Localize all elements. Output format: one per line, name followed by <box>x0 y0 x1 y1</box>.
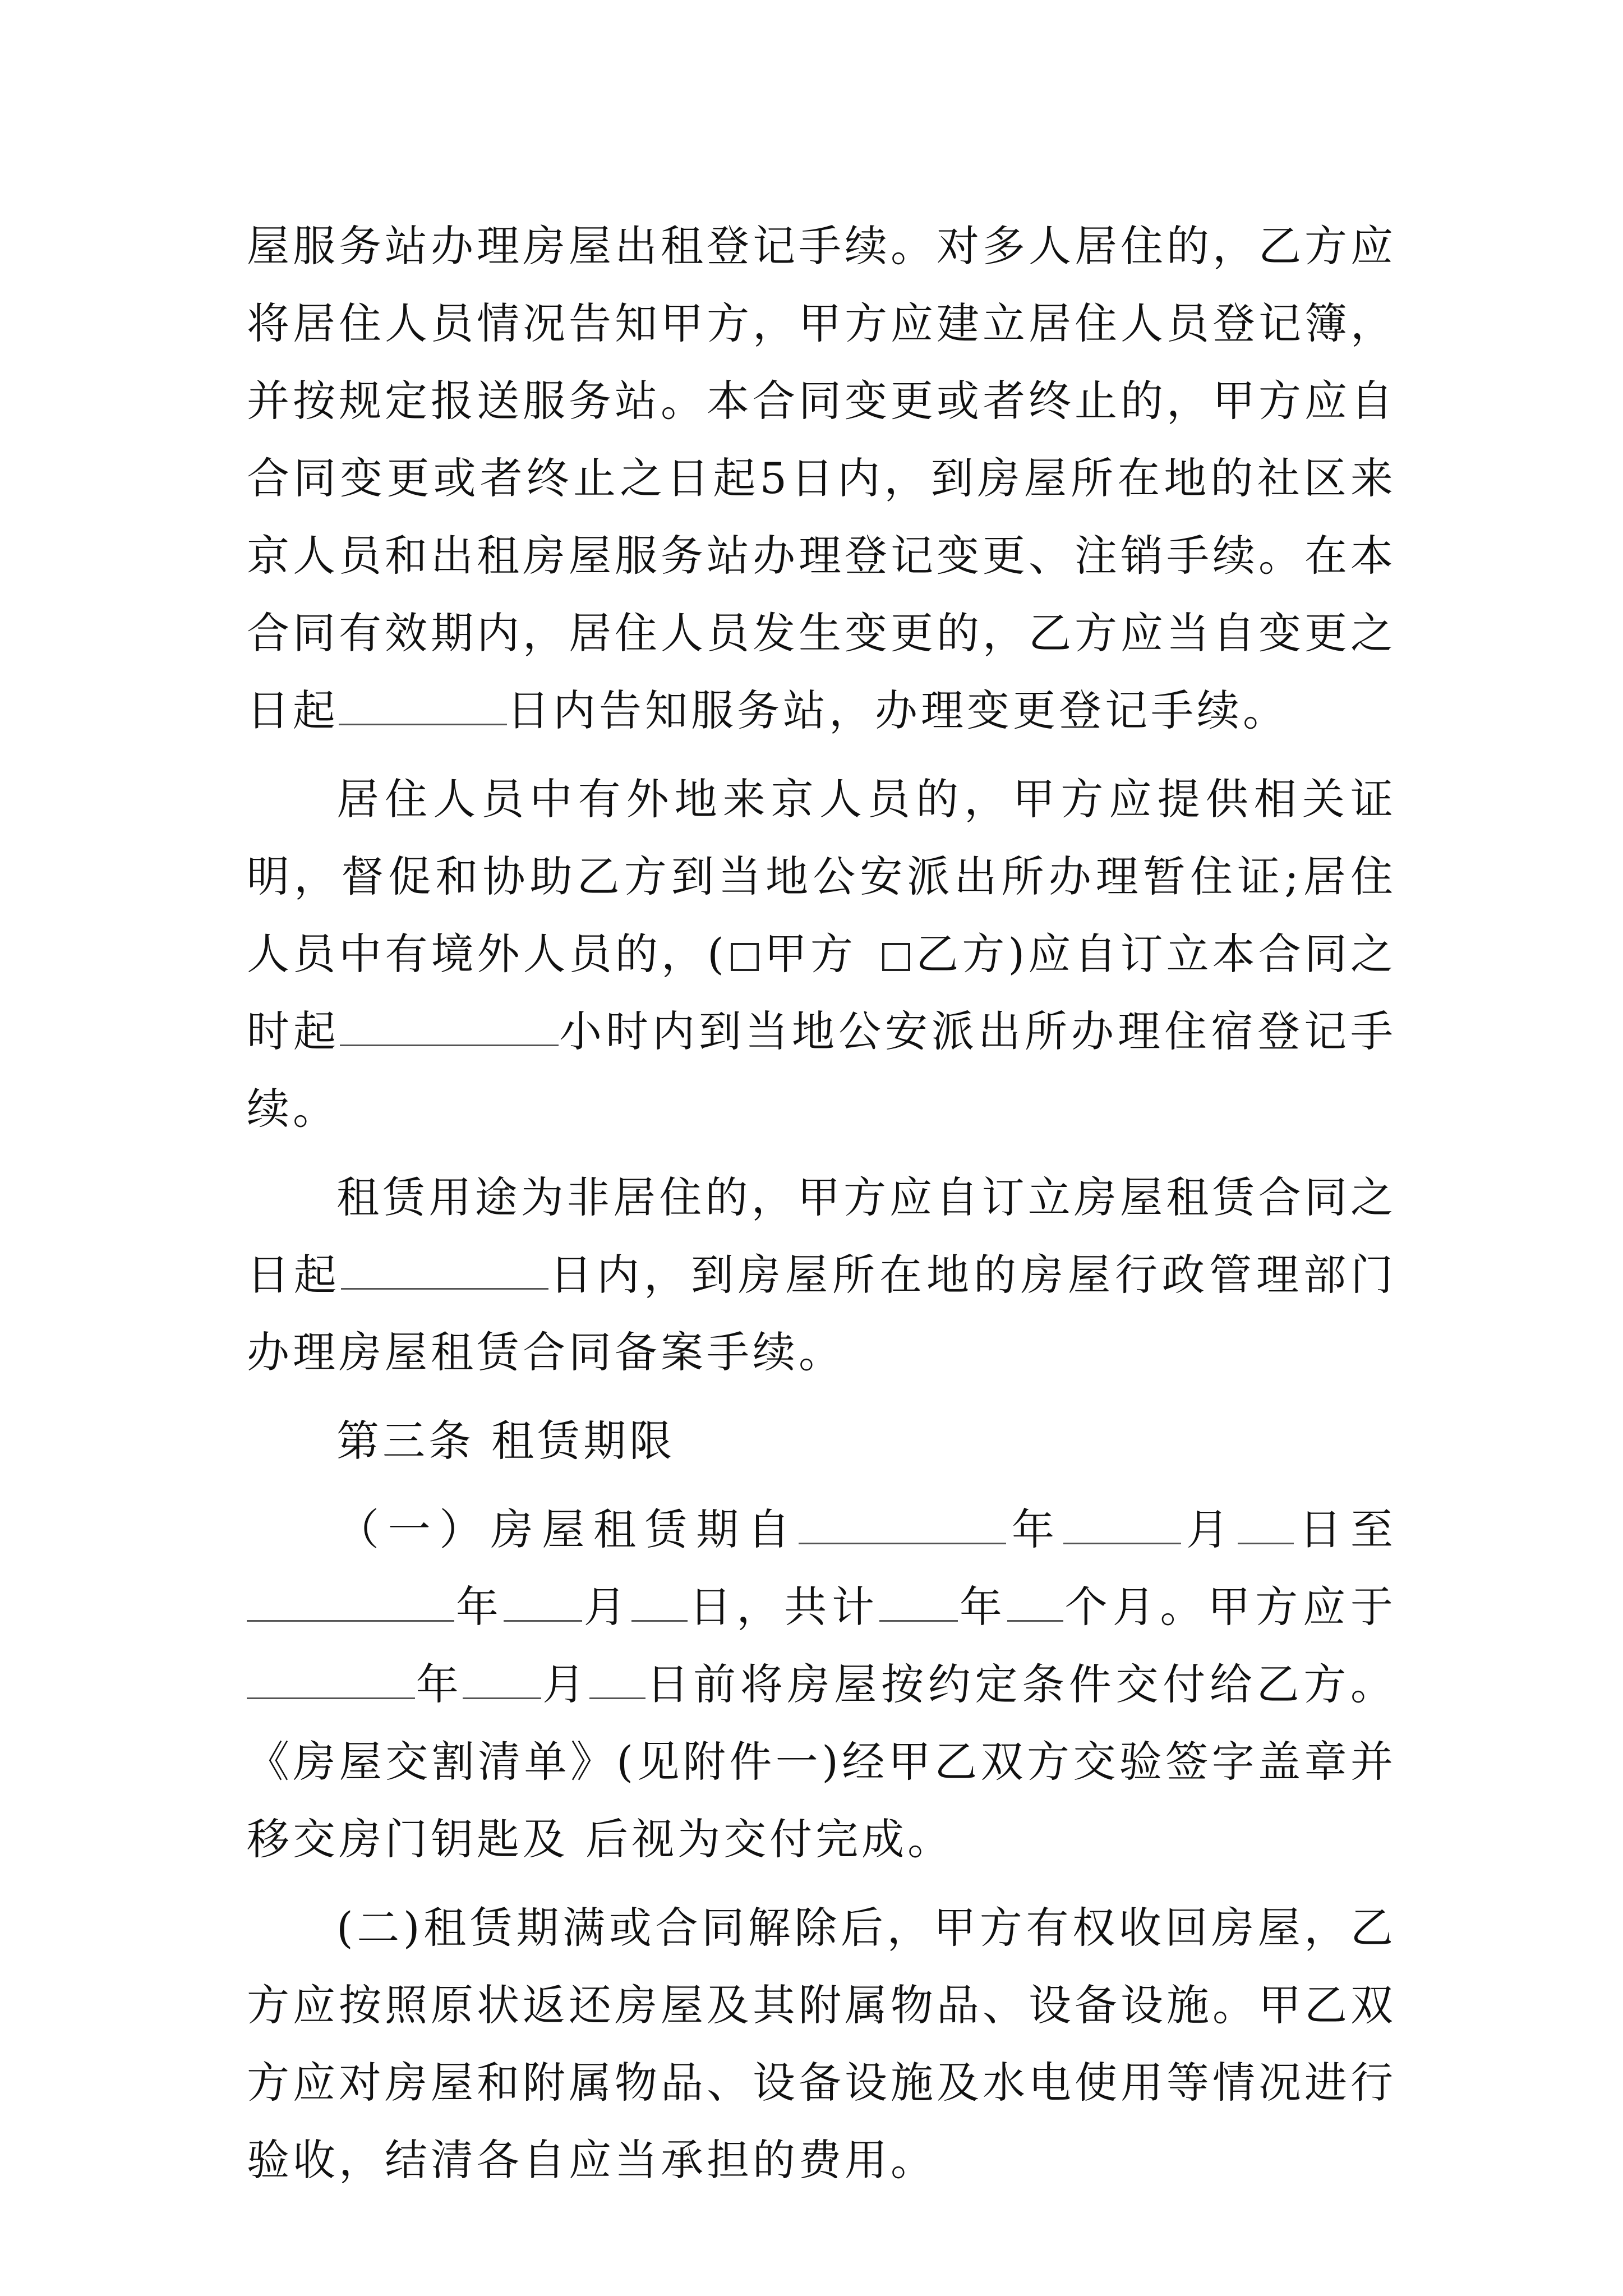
lease-month-label: 月 <box>1181 1504 1238 1554</box>
blank-delivery-year <box>247 1664 415 1699</box>
delivery-text: 日前将房屋按约定条件交付给乙方。《房屋交割清单》(见附件一)经甲乙双方交验签字盖章并移交房门钥匙及 后视为交付完成。 <box>247 1659 1397 1864</box>
blank-total-years <box>879 1586 958 1622</box>
blank-end-month <box>504 1586 582 1622</box>
blank-delivery-month <box>463 1664 541 1699</box>
blank-hours <box>340 1011 559 1046</box>
blank-delivery-day <box>589 1664 645 1699</box>
blank-start-month <box>1063 1509 1181 1544</box>
blank-end-year <box>247 1586 454 1622</box>
paragraph-registration-end: 日内告知服务站，办理变更登记手续。 <box>507 685 1289 735</box>
paragraph-residents-text-c: 小时内到当地公安派出所办理住宿登记手续。 <box>247 1006 1396 1134</box>
document-page <box>247 208 1396 2199</box>
blank-end-day <box>631 1586 688 1622</box>
checkbox-party-a <box>731 943 759 971</box>
blank-start-day <box>1238 1509 1294 1544</box>
blank-days-notify <box>339 690 507 725</box>
paragraph-non-residential-text-b: 日内，到房屋所在地的房屋行政管理部门办理房屋租赁合同备案手续。 <box>247 1250 1396 1377</box>
lease-end-month-label: 月 <box>582 1582 631 1632</box>
blank-total-months <box>1007 1586 1063 1622</box>
delivery-year-label: 年 <box>415 1659 463 1709</box>
paragraph-residents-text-b: )应自订立本合同之时起 <box>247 929 1397 1056</box>
lease-year-label: 年 <box>1006 1504 1063 1554</box>
checkbox-party-b-label: 乙方 <box>916 929 1008 979</box>
lease-day-to-label: 日至 <box>1293 1504 1397 1554</box>
section-heading: 第三条 租赁期限 <box>336 1416 676 1466</box>
lease-total-label: 日，共计 <box>687 1582 880 1632</box>
paragraph-non-residential-text-a: 租赁用途为非居住的，甲方应自订立房屋租赁合同之日起 <box>247 1172 1396 1300</box>
paragraph-residents-text-a: 居住人员中有外地来京人员的，甲方应提供相关证明，督促和协助乙方到当地公安派出所办理暂住证;居住人员中有境外人员的，( <box>247 774 1396 979</box>
paragraph-registration <box>247 208 1396 749</box>
lease-end-year-label: 年 <box>454 1582 504 1632</box>
paragraph-residents <box>247 761 1396 1148</box>
lease-total-year-label: 年 <box>958 1582 1007 1632</box>
lease-term-text-a: （一）房屋租赁期自 <box>336 1504 799 1554</box>
lease-total-months-label: 个月。甲方应于 <box>1063 1582 1397 1632</box>
blank-filing-days <box>341 1254 548 1290</box>
paragraph-non-residential <box>247 1159 1396 1391</box>
checkbox-party-b <box>882 943 910 971</box>
blank-start-year <box>799 1509 1006 1544</box>
delivery-month-label: 月 <box>541 1659 589 1709</box>
paragraph-registration-text: 屋服务站办理房屋出租登记手续。对多人居住的，乙方应将居住人员情况告知甲方，甲方应建立居住人员登记簿，并按规定报送服务站。本合同变更或者终止的，甲方应自合同变更或者终止之日起5日内，到房屋所在地的社区来京人员和出租房屋服务站办理登记变更、注销手续。在本合同有效期内，居住人员发生变更的，乙方应当自变更之日起 <box>247 221 1396 735</box>
checkbox-party-a-label: 甲方 <box>764 929 857 979</box>
paragraph-lease-term <box>247 1491 1396 1878</box>
paragraph-lease-end: (二)租赁期满或合同解除后，甲方有权收回房屋，乙方应按照原状返还房屋及其附属物品、设备设施。甲乙双方应对房屋和附属物品、设备设施及水电使用等情况进行验收，结清各自应当承担的费用。 <box>247 1903 1396 2185</box>
